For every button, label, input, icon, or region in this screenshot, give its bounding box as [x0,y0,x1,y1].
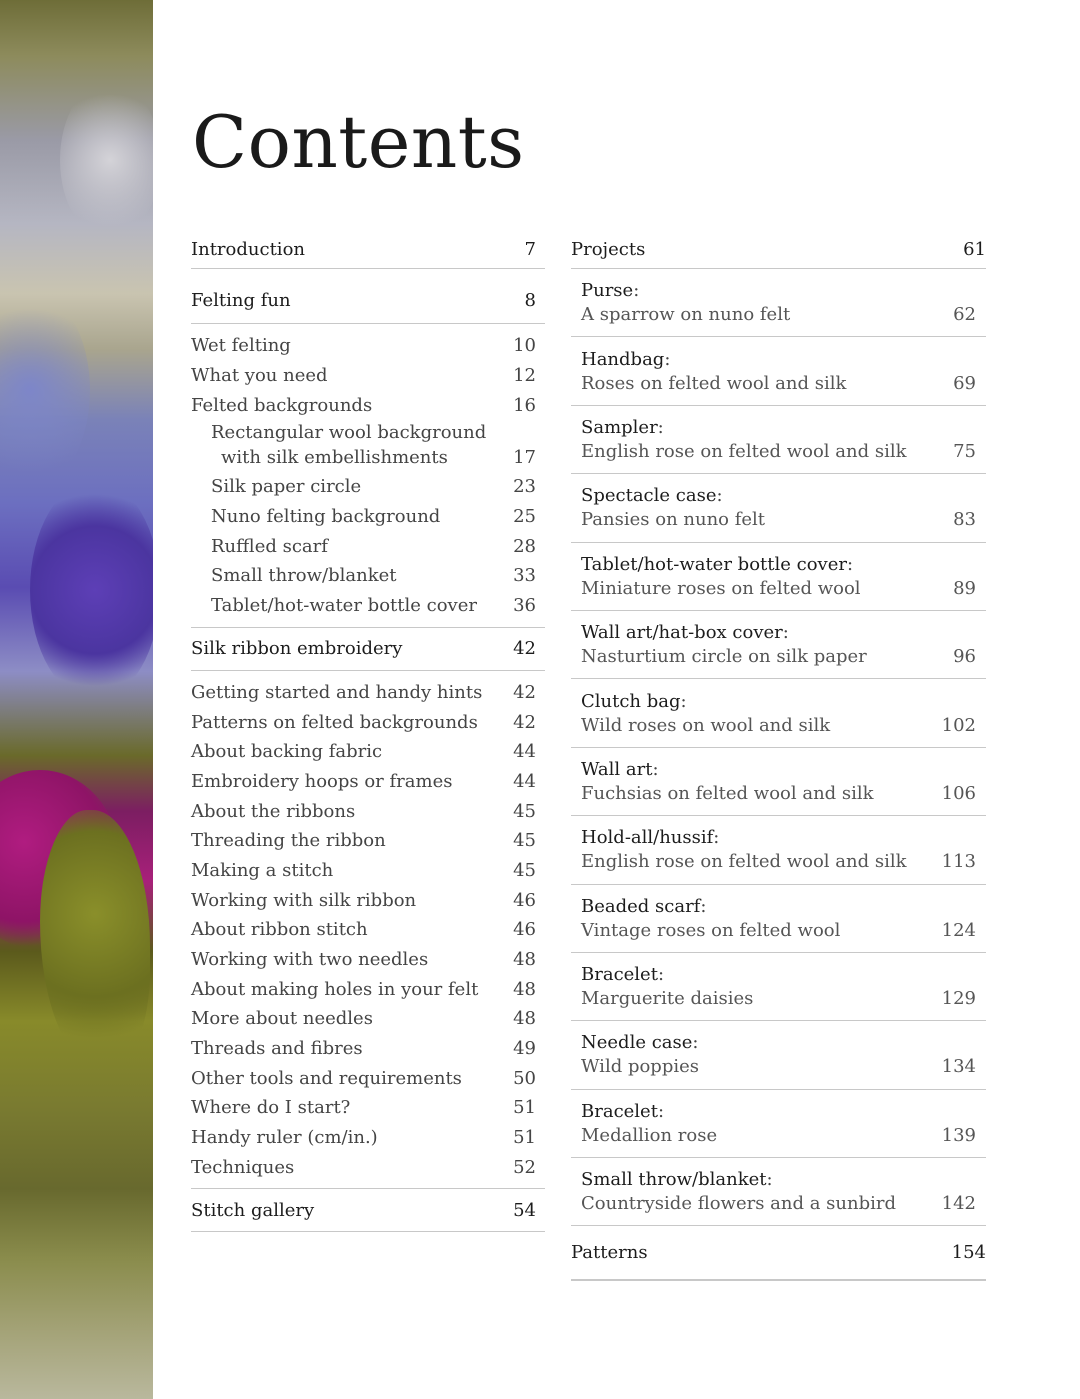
toc-item[interactable] [191,361,545,391]
item-page: 28 [513,535,536,557]
item-label: What you need [191,365,328,387]
project-title: Purse [581,280,634,302]
project-page: 106 [941,782,976,804]
item-label: Working with two needles [191,949,429,971]
project-entry[interactable] [571,1158,986,1226]
project-entry[interactable] [571,1021,986,1089]
toc-item[interactable] [191,707,545,737]
item-page: 36 [513,595,536,617]
project-entry[interactable] [571,953,986,1021]
project-title: Tablet/hot-water bottle cover [581,553,847,575]
toc-item[interactable] [191,390,545,420]
item-page: 42 [513,681,536,703]
title-colon: : [664,348,671,370]
photo-blue-fabric [0,290,90,490]
title-colon: : [766,1169,773,1191]
section-page: 61 [963,238,986,260]
item-label: Getting started and handy hints [191,681,483,703]
project-page: 62 [953,304,976,326]
section-page: 7 [524,238,536,260]
item-page: 23 [513,476,536,498]
project-title: Spectacle case [581,485,717,507]
item-page: 49 [513,1038,536,1060]
item-page: 10 [513,335,536,357]
item-label: About backing fabric [191,741,383,763]
section-label: Felting fun [191,289,291,311]
section-page: 42 [513,638,536,659]
item-page: 16 [513,394,536,416]
toc-subitem[interactable] [191,591,545,621]
toc-item[interactable] [191,678,545,708]
felting-list [191,324,545,628]
project-subtitle: Countryside flowers and a sunbird [581,1193,897,1215]
silk-ribbon-list [191,671,545,1190]
item-page: 12 [513,365,536,387]
toc-item[interactable] [191,1034,545,1064]
project-entry[interactable] [571,474,986,542]
toc-subitem[interactable] [191,561,545,591]
project-subtitle: Miniature roses on felted wool [581,577,861,599]
item-label: Nuno felting background [211,506,441,528]
toc-item[interactable] [191,1123,545,1153]
item-label: Embroidery hoops or frames [191,770,453,792]
item-label: Tablet/hot-water bottle cover [211,595,477,617]
project-entry[interactable] [571,269,986,337]
item-page: 48 [513,949,536,971]
toc-item[interactable] [191,1063,545,1093]
toc-item[interactable] [191,826,545,856]
section-label: Projects [571,238,646,260]
item-page: 46 [513,919,536,941]
project-page: 129 [941,988,976,1010]
cover-photo-strip [0,0,153,1399]
item-label: About making holes in your felt [191,978,479,1000]
photo-highlight [60,80,153,240]
toc-subitem[interactable] [191,420,545,472]
project-subtitle: English rose on felted wool and silk [581,440,907,462]
section-page: 54 [513,1199,536,1221]
item-page: 42 [513,711,536,733]
item-page: 48 [513,978,536,1000]
project-entry[interactable] [571,337,986,405]
toc-section-stitch-gallery[interactable] [191,1189,545,1232]
item-page: 51 [513,1097,536,1119]
title-colon: : [782,622,789,644]
section-label: Patterns [571,1242,648,1264]
photo-purple-flower [30,480,153,700]
project-subtitle: Wild poppies [581,1056,699,1078]
project-page: 69 [953,372,976,394]
item-label: Patterns on felted backgrounds [191,711,478,733]
item-page: 17 [513,447,536,469]
project-subtitle: Medallion rose [581,1124,718,1146]
project-page: 75 [953,440,976,462]
section-label: Introduction [191,238,305,260]
title-colon: : [700,895,707,917]
toc-left-column [191,230,545,1232]
item-label: Threading the ribbon [191,830,386,852]
toc-item[interactable] [191,945,545,975]
title-colon: : [657,964,665,986]
section-page: 8 [524,289,536,311]
item-label: Silk paper circle [211,476,362,498]
toc-item[interactable] [191,856,545,886]
toc-item[interactable] [191,915,545,945]
project-title: Bracelet [581,964,658,986]
toc-subitem[interactable] [191,472,545,502]
item-page: 44 [513,770,536,792]
title-colon: : [657,1100,665,1122]
project-title: Clutch bag [581,690,681,712]
toc-item[interactable] [191,1153,545,1183]
item-page: 45 [513,800,536,822]
item-label: Rectangular wool background [211,422,487,444]
item-label: Threads and fibres [191,1038,363,1060]
project-page: 134 [941,1056,976,1078]
project-entry[interactable] [571,543,986,611]
project-entry[interactable] [571,1090,986,1158]
toc-section-silk-ribbon[interactable] [191,628,545,671]
project-subtitle: Nasturtium circle on silk paper [581,646,867,668]
item-page: 48 [513,1008,536,1030]
item-label: Felted backgrounds [191,394,373,416]
project-subtitle: Roses on felted wool and silk [581,372,847,394]
toc-item[interactable] [191,767,545,797]
project-title: Handbag [581,348,665,370]
project-entry[interactable] [571,816,986,884]
item-label: Small throw/blanket [211,565,397,587]
title-colon: : [846,553,854,575]
toc-item[interactable] [191,796,545,826]
title-colon: : [633,280,640,302]
section-page: 154 [951,1242,986,1264]
item-label: Ruffled scarf [211,535,328,557]
project-entry[interactable] [571,406,986,474]
toc-section-felting[interactable] [191,269,545,324]
project-subtitle: A sparrow on nuno felt [581,304,791,326]
project-title: Sampler [581,416,658,438]
project-title: Beaded scarf [581,895,701,917]
toc-subitem[interactable] [191,531,545,561]
project-page: 96 [953,646,976,668]
section-label: Silk ribbon embroidery [191,638,403,659]
title-colon: : [680,690,687,712]
project-entry[interactable] [571,679,986,747]
title-colon: : [713,827,720,849]
item-label: About ribbon stitch [191,919,368,941]
project-title: Wall art [581,758,653,780]
section-label: Stitch gallery [191,1199,315,1221]
project-subtitle: Wild roses on wool and silk [581,714,831,736]
project-subtitle: Fuchsias on felted wool and silk [581,782,874,804]
title-colon: : [657,416,664,438]
project-title: Needle case [581,1032,693,1054]
item-label: Where do I start? [191,1097,351,1119]
toc-subitem[interactable] [191,502,545,532]
title-colon: : [692,1032,699,1054]
project-title: Wall art/hat-box cover [581,622,783,644]
project-entry[interactable] [571,885,986,953]
project-subtitle: Pansies on nuno felt [581,509,766,531]
projects-list [571,269,986,1226]
project-page: 113 [941,851,976,873]
item-label: More about needles [191,1008,373,1030]
project-page: 89 [953,577,976,599]
item-label: Making a stitch [191,859,334,881]
toc-item[interactable] [191,885,545,915]
item-label: Handy ruler (cm/in.) [191,1127,378,1149]
photo-green-leaf [40,810,150,1070]
item-page: 33 [513,565,536,587]
title-colon: : [652,758,659,780]
toc-right-column [571,230,986,1281]
project-subtitle: Marguerite daisies [581,988,754,1010]
project-page: 142 [941,1193,976,1215]
project-entry[interactable] [571,611,986,679]
project-title: Small throw/blanket [581,1169,767,1191]
item-label: Working with silk ribbon [191,889,417,911]
project-page: 139 [941,1124,976,1146]
toc-item[interactable] [191,331,545,361]
toc-item[interactable] [191,1093,545,1123]
project-title: Bracelet [581,1100,658,1122]
item-page: 45 [513,830,536,852]
project-title: Hold-all/hussif [581,827,714,849]
project-entry[interactable] [571,748,986,816]
item-page: 45 [513,859,536,881]
title-colon: : [716,485,723,507]
item-page: 44 [513,741,536,763]
page-title: Contents [192,100,525,184]
item-label-cont: with silk embellishments [221,447,448,469]
item-page: 50 [513,1067,536,1089]
item-page: 46 [513,889,536,911]
project-page: 102 [941,714,976,736]
item-page: 52 [513,1156,536,1178]
project-page: 124 [941,919,976,941]
project-subtitle: English rose on felted wool and silk [581,851,907,873]
toc-item[interactable] [191,737,545,767]
toc-section-introduction[interactable] [191,230,545,269]
toc-item[interactable] [191,974,545,1004]
item-page: 25 [513,506,536,528]
toc-item[interactable] [191,1004,545,1034]
item-label: Wet felting [191,335,291,357]
item-label: About the ribbons [191,800,356,822]
project-subtitle: Vintage roses on felted wool [581,919,841,941]
item-label: Other tools and requirements [191,1067,462,1089]
item-page: 51 [513,1127,536,1149]
toc-section-patterns[interactable] [571,1226,986,1281]
project-page: 83 [953,509,976,531]
item-label: Techniques [191,1156,295,1178]
toc-section-projects[interactable] [571,230,986,269]
